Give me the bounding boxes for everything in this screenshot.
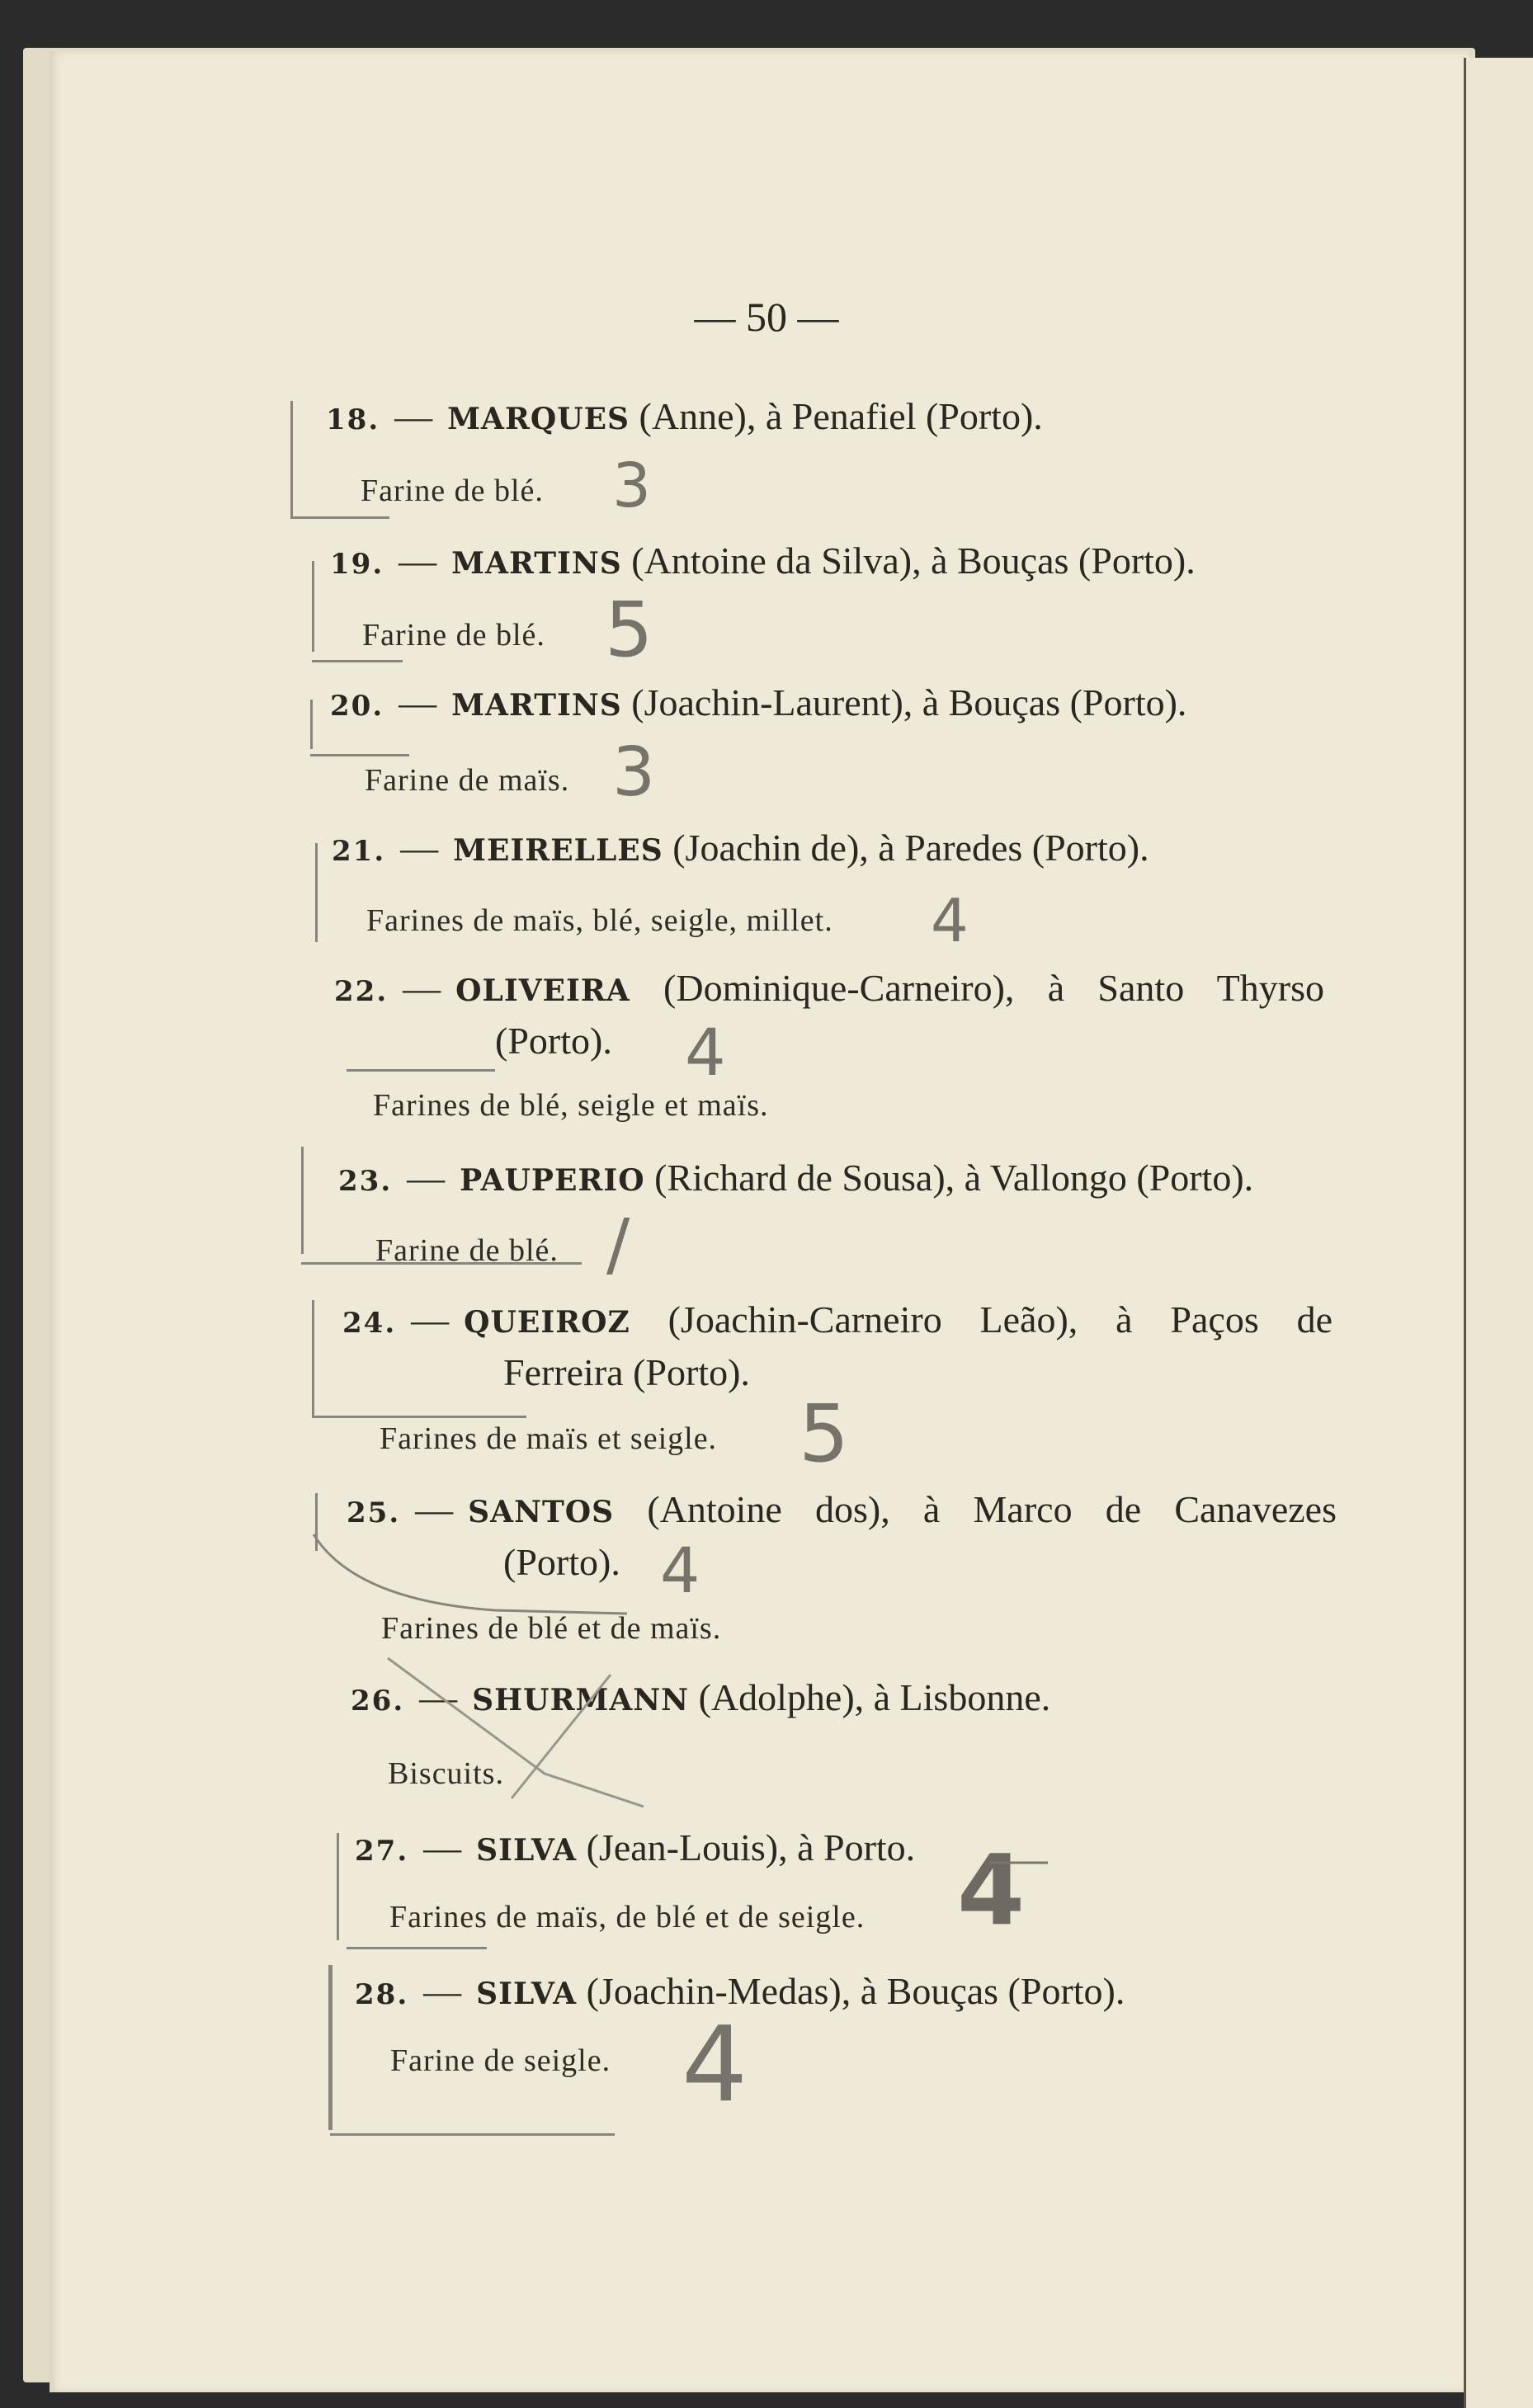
pencil-score-21: 4 (931, 886, 969, 955)
entry-number: 18. (326, 403, 380, 436)
product-23: Farine de blé. (375, 1233, 559, 1268)
dash: — (400, 827, 439, 869)
exhibitor-name: OLIVEIRA (455, 973, 630, 1008)
exhibitor-details: (Adolphe), à Lisbonne. (698, 1676, 1051, 1718)
pencil-score-28: 4 (682, 2004, 748, 2125)
dash: — (399, 681, 437, 723)
exhibitor-name: SANTOS (468, 1495, 615, 1529)
exhibitor-details: (Antoine dos), à Marco de Canavezes (647, 1488, 1337, 1530)
exhibitor-name: SILVA (476, 1977, 578, 2011)
entry-number: 22. (334, 975, 389, 1008)
exhibitor-name: MARTINS (451, 688, 622, 723)
product-19: Farine de blé. (362, 618, 545, 653)
dash: — (411, 1298, 450, 1341)
product-28: Farine de seigle. (390, 2043, 611, 2078)
entry-number: 28. (355, 1978, 409, 2011)
dash: — (403, 967, 441, 1009)
pencil-score-22: 4 (685, 1016, 726, 1091)
exhibitor-name: MEIRELLES (453, 833, 663, 868)
exhibitor-name: MARQUES (447, 402, 630, 436)
product-26: Biscuits. (388, 1756, 504, 1791)
product-24: Farines de maïs et seigle. (380, 1421, 718, 1456)
exhibitor-details: (Jean-Louis), à Porto. (586, 1826, 916, 1868)
product-21: Farines de maïs, blé, seigle, millet. (366, 903, 833, 938)
product-25: Farines de blé et de maïs. (381, 1611, 722, 1646)
pencil-score-27: 4 (957, 1833, 1026, 1947)
entry-number: 26. (351, 1685, 405, 1718)
exhibitor-details: (Joachin de), à Paredes (Porto). (672, 827, 1149, 869)
pencil-score-19: 5 (605, 586, 653, 674)
exhibitor-details: (Antoine da Silva), à Bouças (Porto). (631, 540, 1196, 582)
entry-continuation: (Porto). (495, 1020, 612, 1062)
entry-number: 19. (330, 548, 384, 581)
dash: — (423, 1826, 462, 1868)
pencil-score-18: 3 (612, 450, 652, 521)
exhibitor-details: (Joachin-Carneiro Leão), à Paços de (667, 1298, 1333, 1341)
dash: — (423, 1970, 462, 2012)
product-18: Farine de blé. (361, 474, 544, 508)
product-27: Farines de maïs, de blé et de seigle. (389, 1900, 866, 1934)
entry-continuation: (Porto). (503, 1541, 620, 1583)
entry-number: 27. (355, 1835, 409, 1868)
pencil-score-25: 4 (660, 1534, 700, 1607)
exhibitor-details: (Richard de Sousa), à Vallongo (Porto). (654, 1157, 1254, 1199)
dash: — (415, 1488, 454, 1530)
dash: — (419, 1676, 458, 1718)
dash: — (394, 395, 433, 437)
pencil-score-24: 5 (799, 1388, 850, 1480)
entry-number: 23. (338, 1165, 393, 1198)
dash: — (407, 1157, 446, 1199)
exhibitor-details: (Joachin-Laurent), à Bouças (Porto). (631, 681, 1187, 723)
product-22: Farines de blé, seigle et maïs. (373, 1088, 769, 1123)
exhibitor-details: (Anne), à Penafiel (Porto). (639, 395, 1043, 437)
product-20: Farine de maïs. (365, 763, 570, 798)
pencil-curve-25 (314, 1534, 627, 1614)
exhibitor-name: QUEIROZ (464, 1305, 630, 1340)
exhibitor-name: PAUPERIO (460, 1163, 645, 1198)
page-number: — 50 — (694, 294, 839, 340)
exhibitor-details: (Dominique-Carneiro), à Santo Thyrso (663, 967, 1324, 1009)
exhibitor-name: MARTINS (451, 546, 622, 581)
pencil-score-20: 3 (612, 733, 656, 812)
pencil-score-23: / (606, 1204, 630, 1284)
entry-number: 21. (332, 835, 386, 868)
entry-continuation: Ferreira (Porto). (503, 1351, 750, 1393)
exhibitor-details: (Joachin-Medas), à Bouças (Porto). (586, 1970, 1125, 2012)
exhibitor-name: SILVA (476, 1833, 578, 1868)
exhibitor-name: SHURMANN (472, 1683, 690, 1718)
entry-number: 20. (330, 690, 384, 723)
entry-number: 24. (342, 1307, 397, 1340)
entry-number: 25. (347, 1496, 401, 1529)
dash: — (399, 540, 437, 582)
